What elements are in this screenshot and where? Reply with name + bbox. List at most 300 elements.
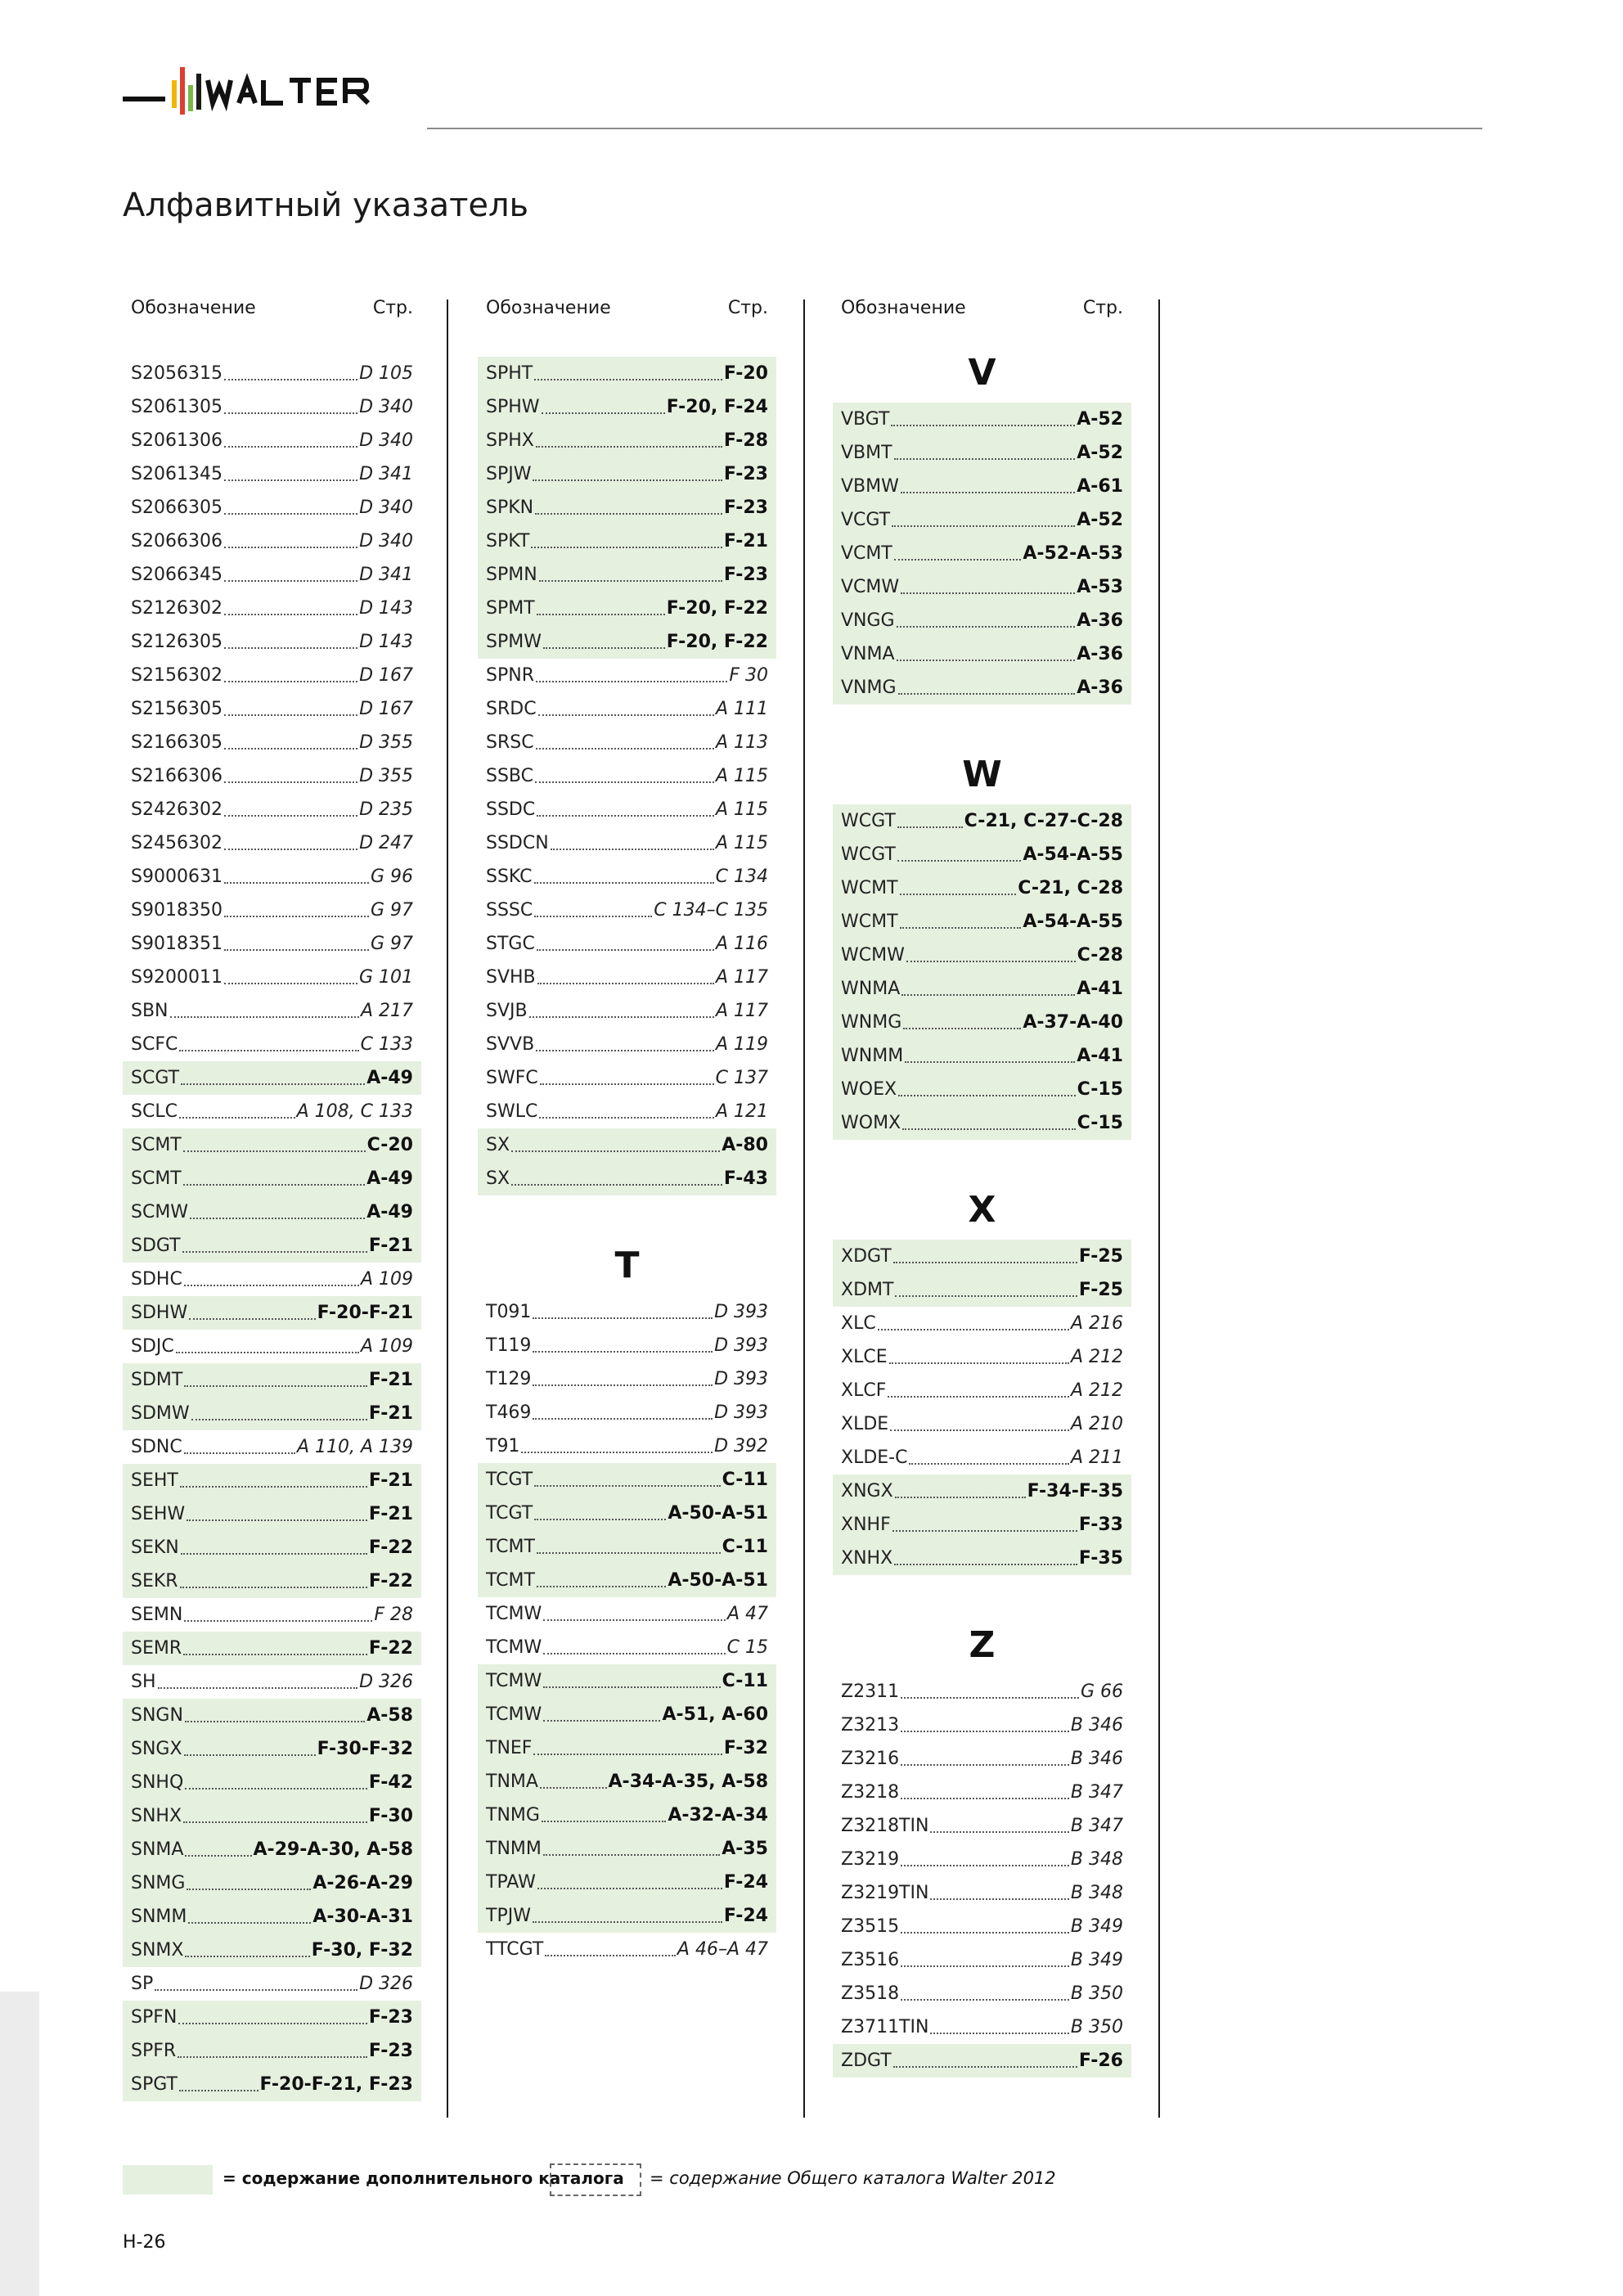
column-header bbox=[478, 295, 776, 324]
item-page-ref: F-25 bbox=[1078, 1246, 1123, 1267]
item-code: WOMX bbox=[841, 1113, 901, 1133]
item-code: SDJC bbox=[131, 1336, 174, 1357]
index-row bbox=[123, 659, 421, 692]
item-page-ref: D 167 bbox=[359, 665, 413, 686]
item-code: SDHW bbox=[131, 1303, 188, 1323]
item-code: TCMT bbox=[486, 1570, 535, 1591]
dot-leader bbox=[183, 1654, 367, 1655]
dot-leader bbox=[224, 815, 357, 817]
header-rule bbox=[427, 128, 1482, 129]
item-page-ref: B 350 bbox=[1070, 2017, 1123, 2037]
dot-leader bbox=[179, 1050, 358, 1051]
legend-label-general: = содержание Общего каталога Walter 2012 bbox=[650, 2168, 1056, 2188]
item-page-ref: A 113 bbox=[715, 732, 768, 753]
dot-leader bbox=[185, 1788, 367, 1790]
item-page-ref: A-52 bbox=[1077, 443, 1123, 463]
index-row bbox=[478, 1362, 776, 1396]
index-row bbox=[123, 1934, 421, 1967]
index-row bbox=[478, 1162, 776, 1195]
dot-leader bbox=[893, 1262, 1077, 1263]
dot-leader bbox=[224, 412, 357, 414]
item-code: SCLC bbox=[131, 1101, 178, 1122]
dot-leader bbox=[894, 1564, 1077, 1565]
item-code: SVVB bbox=[486, 1034, 535, 1055]
index-row bbox=[123, 592, 421, 625]
index-row bbox=[478, 357, 776, 390]
dot-leader bbox=[905, 1061, 1075, 1063]
index-row bbox=[478, 994, 776, 1028]
index-row bbox=[833, 604, 1131, 637]
index-row bbox=[833, 1742, 1131, 1776]
dot-leader bbox=[897, 860, 1021, 862]
dot-leader bbox=[930, 2033, 1068, 2034]
item-code: SX bbox=[486, 1168, 510, 1189]
item-page-ref: A-30-A-31 bbox=[312, 1907, 413, 1927]
dot-leader bbox=[540, 1083, 714, 1085]
dot-leader bbox=[224, 580, 357, 582]
item-page-ref: F-23 bbox=[368, 2007, 413, 2028]
page-header: Стр. bbox=[1082, 298, 1123, 318]
item-code: S2156305 bbox=[131, 699, 223, 719]
index-row bbox=[833, 1542, 1131, 1575]
item-code: SNMX bbox=[131, 1940, 184, 1961]
item-page-ref: A-61 bbox=[1077, 476, 1123, 497]
item-page-ref: A 210 bbox=[1070, 1414, 1123, 1434]
dot-leader bbox=[537, 1552, 721, 1554]
dot-leader bbox=[536, 1050, 714, 1051]
item-page-ref: B 346 bbox=[1070, 1749, 1123, 1769]
item-code: S2456302 bbox=[131, 833, 223, 853]
index-row bbox=[478, 726, 776, 759]
dot-leader bbox=[533, 479, 722, 481]
dot-leader bbox=[179, 2090, 259, 2091]
spacer bbox=[478, 324, 776, 357]
dot-leader bbox=[536, 748, 714, 750]
index-row bbox=[833, 1340, 1131, 1374]
index-row bbox=[478, 1866, 776, 1899]
item-code: TCGT bbox=[486, 1503, 533, 1524]
item-page-ref: A-49 bbox=[366, 1202, 413, 1222]
section-letter: Z bbox=[969, 1624, 996, 1666]
item-page-ref: A 117 bbox=[715, 967, 768, 988]
item-code: TCMW bbox=[486, 1704, 542, 1725]
dot-leader bbox=[891, 425, 1075, 426]
index-row bbox=[123, 1900, 421, 1934]
index-row bbox=[478, 1429, 776, 1463]
item-page-ref: F-28 bbox=[723, 430, 768, 451]
item-code: Z3711TIN bbox=[841, 2017, 929, 2037]
item-page-ref: B 347 bbox=[1070, 1816, 1123, 1836]
item-code: SSSC bbox=[486, 900, 533, 921]
index-row bbox=[123, 1665, 421, 1699]
item-code: VNMA bbox=[841, 644, 895, 664]
dot-leader bbox=[182, 1251, 367, 1253]
page-title: Алфавитный указатель bbox=[123, 187, 529, 224]
item-code: SNMM bbox=[131, 1907, 187, 1927]
item-code: XDGT bbox=[841, 1246, 892, 1267]
item-code: SRDC bbox=[486, 699, 537, 719]
index-row bbox=[478, 558, 776, 592]
item-page-ref: A-35 bbox=[722, 1839, 768, 1859]
dot-leader bbox=[533, 1384, 713, 1386]
item-code: T129 bbox=[486, 1369, 532, 1389]
index-row bbox=[833, 1240, 1131, 1273]
index-row bbox=[123, 625, 421, 659]
dot-leader bbox=[898, 693, 1076, 695]
dot-leader bbox=[909, 1463, 1068, 1465]
index-row bbox=[123, 1833, 421, 1866]
index-row bbox=[833, 637, 1131, 671]
dot-leader bbox=[898, 1095, 1076, 1096]
dot-leader bbox=[511, 1184, 722, 1186]
index-row bbox=[478, 1028, 776, 1061]
dot-leader bbox=[529, 1016, 714, 1018]
index-column-2 bbox=[478, 295, 776, 1966]
index-row bbox=[478, 1832, 776, 1866]
index-row bbox=[478, 1564, 776, 1597]
dot-leader bbox=[545, 1955, 676, 1956]
item-code: SBN bbox=[131, 1001, 169, 1021]
section-spacer bbox=[833, 705, 1131, 745]
item-page-ref: C-21, C-27-C-28 bbox=[964, 811, 1123, 831]
item-page-ref: F-34-F-35 bbox=[1027, 1481, 1123, 1501]
item-page-ref: C 15 bbox=[726, 1637, 768, 1658]
dot-leader bbox=[158, 1687, 358, 1689]
item-page-ref: F-24 bbox=[723, 1872, 768, 1893]
index-row bbox=[123, 826, 421, 860]
dot-leader bbox=[224, 479, 357, 481]
dot-leader bbox=[901, 1697, 1079, 1699]
item-page-ref: F-20-F-21, F-23 bbox=[259, 2074, 413, 2095]
item-code: SP bbox=[131, 1974, 154, 1994]
index-row bbox=[478, 1329, 776, 1362]
index-row bbox=[123, 491, 421, 524]
item-code: Z3216 bbox=[841, 1749, 900, 1769]
item-code: WNMA bbox=[841, 979, 901, 999]
dot-leader bbox=[895, 1295, 1077, 1297]
item-code: SEHW bbox=[131, 1504, 186, 1524]
index-row bbox=[478, 491, 776, 524]
item-code: SEHT bbox=[131, 1470, 178, 1491]
item-page-ref: A-36 bbox=[1077, 610, 1123, 631]
index-row bbox=[478, 592, 776, 625]
item-page-ref: A 216 bbox=[1070, 1313, 1123, 1334]
item-page-ref: A 110, A 139 bbox=[296, 1437, 413, 1457]
spacer bbox=[833, 324, 1131, 344]
index-row bbox=[123, 2068, 421, 2101]
item-code: Z3515 bbox=[841, 1916, 900, 1937]
item-code: SCMT bbox=[131, 1135, 182, 1155]
item-page-ref: D 341 bbox=[359, 565, 413, 585]
dot-leader bbox=[184, 1285, 359, 1286]
item-code: SRSC bbox=[486, 732, 534, 753]
item-code: TCMW bbox=[486, 1604, 542, 1624]
item-code: SVJB bbox=[486, 1001, 528, 1021]
dot-leader bbox=[224, 916, 369, 917]
index-row bbox=[123, 524, 421, 558]
index-row bbox=[123, 1195, 421, 1229]
section-spacer bbox=[478, 1195, 776, 1236]
item-page-ref: A-52 bbox=[1077, 510, 1123, 530]
item-code: SPMW bbox=[486, 632, 542, 652]
dot-leader bbox=[224, 513, 357, 515]
item-page-ref: B 349 bbox=[1070, 1950, 1123, 1970]
item-page-ref: C 133 bbox=[360, 1034, 413, 1055]
item-page-ref: F-42 bbox=[368, 1772, 413, 1793]
item-code: Z3518 bbox=[841, 1983, 900, 2004]
item-code: XLCF bbox=[841, 1380, 887, 1401]
item-code: S2166305 bbox=[131, 732, 223, 753]
index-row bbox=[123, 860, 421, 894]
item-code: STGC bbox=[486, 934, 535, 954]
index-row bbox=[123, 1128, 421, 1162]
dot-leader bbox=[187, 1889, 311, 1890]
item-page-ref: F-20 bbox=[723, 363, 768, 384]
item-code: S2061305 bbox=[131, 397, 223, 417]
item-code: XLDE bbox=[841, 1414, 889, 1434]
dot-leader bbox=[901, 1932, 1069, 1934]
index-row bbox=[478, 1664, 776, 1698]
item-page-ref: B 349 bbox=[1070, 1916, 1123, 1937]
index-row bbox=[478, 524, 776, 558]
dot-leader bbox=[542, 1821, 666, 1822]
index-row bbox=[123, 1866, 421, 1900]
dot-leader bbox=[155, 1989, 357, 1991]
dot-leader bbox=[181, 1553, 367, 1555]
index-row bbox=[833, 1073, 1131, 1106]
dot-leader bbox=[537, 1888, 722, 1889]
index-row bbox=[833, 1374, 1131, 1407]
index-row bbox=[478, 1631, 776, 1664]
item-code: VBGT bbox=[841, 409, 890, 430]
item-page-ref: F-32 bbox=[723, 1738, 768, 1758]
item-code: SSDCN bbox=[486, 833, 549, 853]
item-page-ref: A 217 bbox=[360, 1001, 413, 1021]
item-code: VBMT bbox=[841, 443, 892, 463]
item-page-ref: A-50-A-51 bbox=[668, 1570, 768, 1591]
item-page-ref: G 97 bbox=[370, 934, 413, 954]
item-page-ref: A-26-A-29 bbox=[312, 1873, 413, 1893]
item-code: S9018351 bbox=[131, 934, 223, 954]
item-code: TCGT bbox=[486, 1470, 533, 1490]
dot-leader bbox=[901, 592, 1075, 594]
item-page-ref: F-26 bbox=[1078, 2051, 1123, 2071]
dot-leader bbox=[534, 882, 714, 884]
item-code: TTCGT bbox=[486, 1939, 544, 1960]
item-page-ref: D 341 bbox=[359, 464, 413, 484]
item-page-ref: B 347 bbox=[1070, 1782, 1123, 1803]
item-code: T119 bbox=[486, 1335, 532, 1356]
item-code: SSBC bbox=[486, 766, 533, 786]
item-page-ref: F-22 bbox=[368, 1638, 413, 1659]
index-row bbox=[478, 1463, 776, 1497]
item-page-ref: D 393 bbox=[714, 1369, 768, 1389]
item-page-ref: C 134–C 135 bbox=[654, 900, 768, 921]
item-page-ref: D 355 bbox=[359, 732, 413, 753]
item-code: S9000631 bbox=[131, 867, 223, 887]
index-row bbox=[123, 1095, 421, 1128]
index-row bbox=[478, 1698, 776, 1731]
dot-leader bbox=[538, 714, 714, 716]
item-code: XLCE bbox=[841, 1347, 888, 1367]
dot-leader bbox=[537, 983, 714, 984]
item-page-ref: D 167 bbox=[359, 699, 413, 719]
index-row bbox=[478, 390, 776, 424]
item-page-ref: D 393 bbox=[714, 1335, 768, 1356]
item-code: S2066345 bbox=[131, 565, 223, 585]
index-row bbox=[123, 1061, 421, 1095]
dot-leader bbox=[897, 826, 963, 828]
item-page-ref: A 117 bbox=[715, 1001, 768, 1021]
item-page-ref: D 340 bbox=[359, 497, 413, 518]
dot-leader bbox=[535, 513, 722, 515]
section-letter: V bbox=[968, 352, 996, 394]
dot-leader bbox=[534, 916, 652, 917]
item-code: S2426302 bbox=[131, 799, 223, 820]
dot-leader bbox=[191, 1419, 367, 1420]
item-code: SEKR bbox=[131, 1571, 178, 1591]
index-row bbox=[123, 558, 421, 592]
item-code: SCMW bbox=[131, 1202, 189, 1222]
index-row bbox=[123, 1028, 421, 1061]
column-divider bbox=[447, 299, 448, 2118]
dot-leader bbox=[893, 2066, 1077, 2068]
index-row bbox=[833, 1006, 1131, 1039]
index-row bbox=[123, 1296, 421, 1330]
dot-leader bbox=[184, 1452, 295, 1454]
item-code: SPKT bbox=[486, 531, 530, 551]
dot-leader bbox=[184, 1754, 316, 1756]
dot-leader bbox=[878, 1329, 1069, 1330]
dot-leader bbox=[183, 1150, 366, 1152]
item-code: WCMT bbox=[841, 912, 898, 932]
index-row bbox=[478, 1128, 776, 1162]
item-page-ref: D 393 bbox=[714, 1302, 768, 1322]
index-row bbox=[123, 1330, 421, 1363]
item-page-ref: F-20, F-24 bbox=[666, 397, 768, 417]
index-row bbox=[478, 1899, 776, 1933]
item-page-ref: F-21 bbox=[368, 1403, 413, 1424]
index-row bbox=[123, 1263, 421, 1296]
column-divider bbox=[803, 299, 805, 2118]
item-code: SPFR bbox=[131, 2041, 177, 2061]
index-row bbox=[478, 894, 776, 927]
item-page-ref: A-36 bbox=[1077, 644, 1123, 664]
dot-leader bbox=[224, 614, 357, 615]
dot-leader bbox=[224, 647, 357, 649]
dot-leader bbox=[901, 1764, 1069, 1766]
index-row bbox=[123, 457, 421, 491]
item-code: SDGT bbox=[131, 1236, 181, 1256]
index-list bbox=[478, 357, 776, 1966]
section-letter: X bbox=[968, 1189, 996, 1231]
dot-leader bbox=[901, 492, 1075, 493]
dot-leader bbox=[190, 1218, 365, 1219]
item-code: SPMN bbox=[486, 565, 537, 585]
dot-leader bbox=[533, 1317, 713, 1319]
index-row bbox=[833, 1943, 1131, 1977]
item-page-ref: A-36 bbox=[1077, 678, 1123, 698]
item-page-ref: A-51, A-60 bbox=[662, 1704, 768, 1725]
item-page-ref: F 28 bbox=[374, 1605, 413, 1625]
index-row bbox=[833, 1977, 1131, 2010]
item-page-ref: F-20-F-21 bbox=[317, 1303, 413, 1323]
index-row bbox=[478, 457, 776, 491]
item-page-ref: A-52-A-53 bbox=[1023, 543, 1123, 564]
dot-leader bbox=[224, 714, 357, 716]
item-page-ref: A-58 bbox=[366, 1705, 413, 1726]
dot-leader bbox=[543, 1653, 725, 1654]
dot-leader bbox=[906, 961, 1076, 962]
item-page-ref: D 340 bbox=[359, 531, 413, 551]
item-page-ref: F-30, F-32 bbox=[311, 1940, 413, 1961]
item-code: SEMN bbox=[131, 1605, 183, 1625]
item-page-ref: A-80 bbox=[722, 1135, 768, 1155]
index-row bbox=[478, 1295, 776, 1329]
item-page-ref: F-23 bbox=[723, 497, 768, 518]
dot-leader bbox=[534, 1519, 666, 1520]
index-row bbox=[478, 1530, 776, 1564]
dot-leader bbox=[901, 1999, 1069, 2001]
index-row bbox=[123, 1799, 421, 1833]
item-code: T91 bbox=[486, 1436, 520, 1456]
item-code: VNMG bbox=[841, 678, 897, 698]
designation-header: Обозначение bbox=[131, 298, 256, 318]
dot-leader bbox=[537, 815, 714, 817]
item-code: XLC bbox=[841, 1313, 876, 1334]
dot-leader bbox=[537, 614, 665, 615]
index-row bbox=[833, 1106, 1131, 1140]
item-code: SCMT bbox=[131, 1168, 182, 1189]
item-page-ref: D 355 bbox=[359, 766, 413, 786]
item-page-ref: G 96 bbox=[370, 867, 413, 887]
index-row bbox=[478, 1933, 776, 1966]
designation-header: Обозначение bbox=[841, 298, 966, 318]
index-row bbox=[123, 1598, 421, 1632]
dot-leader bbox=[189, 1318, 315, 1320]
item-page-ref: D 143 bbox=[359, 598, 413, 619]
dot-leader bbox=[511, 1150, 720, 1152]
index-row bbox=[478, 659, 776, 692]
item-code: SWLC bbox=[486, 1101, 538, 1122]
index-column-3 bbox=[833, 295, 1131, 2078]
dot-leader bbox=[185, 1721, 365, 1722]
index-row bbox=[123, 1397, 421, 1430]
item-code: SPHW bbox=[486, 397, 540, 417]
item-code: TCMT bbox=[486, 1537, 535, 1557]
item-page-ref: F-43 bbox=[723, 1168, 768, 1189]
item-page-ref: F-24 bbox=[723, 1906, 768, 1926]
index-row bbox=[833, 436, 1131, 470]
index-row bbox=[833, 1508, 1131, 1542]
item-page-ref: A 115 bbox=[715, 766, 768, 786]
item-page-ref: C-11 bbox=[722, 1671, 768, 1691]
item-page-ref: A-49 bbox=[366, 1168, 413, 1189]
dot-leader bbox=[889, 1362, 1069, 1364]
dot-leader bbox=[542, 412, 665, 414]
index-row bbox=[833, 1876, 1131, 1910]
dot-leader bbox=[895, 1497, 1026, 1498]
index-row bbox=[123, 726, 421, 759]
item-page-ref: F-21 bbox=[368, 1236, 413, 1256]
dot-leader bbox=[537, 949, 714, 951]
index-row bbox=[123, 2034, 421, 2068]
item-code: XNHX bbox=[841, 1548, 893, 1569]
item-code: SDMT bbox=[131, 1370, 183, 1390]
item-code: S2066305 bbox=[131, 497, 223, 518]
item-code: VCGT bbox=[841, 510, 891, 530]
item-page-ref: D 326 bbox=[359, 1974, 413, 1994]
